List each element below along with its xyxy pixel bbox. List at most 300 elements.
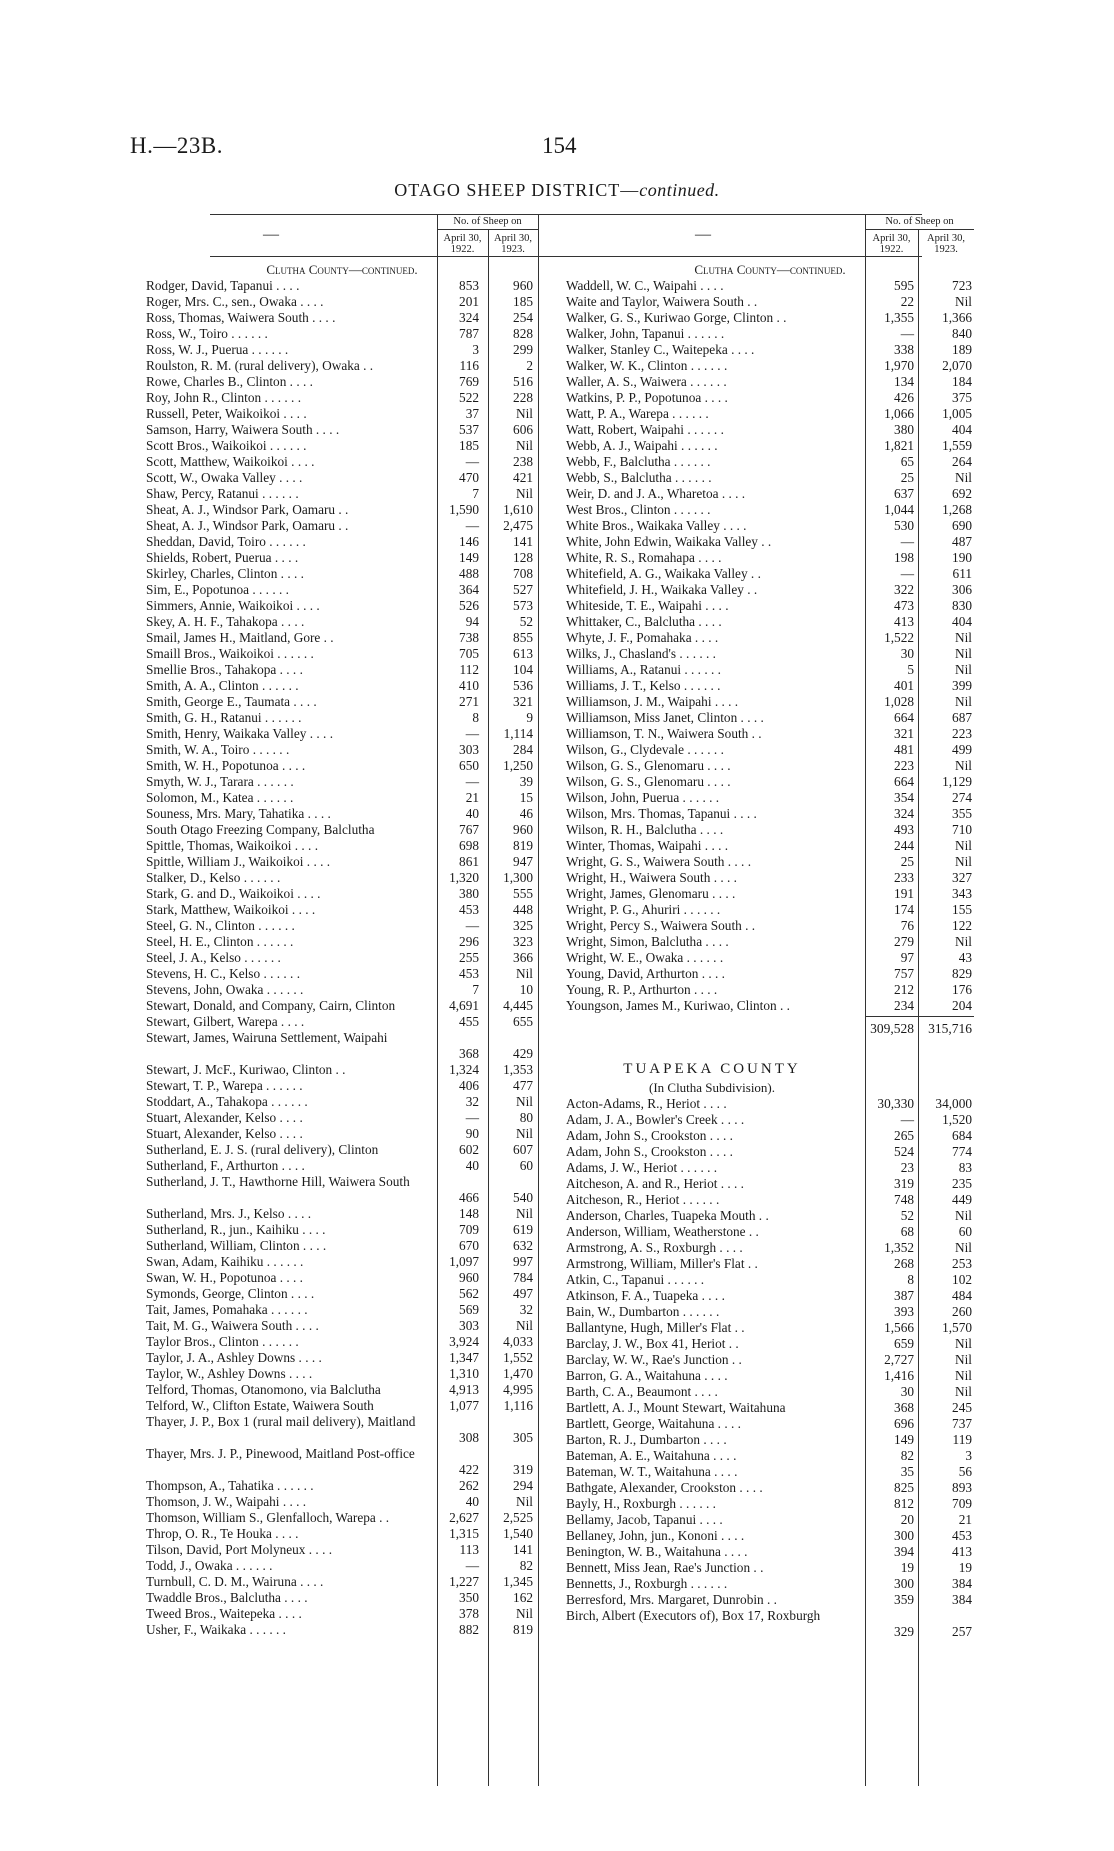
sheep-1922: 185 [459,438,479,453]
sheep-1922: 30 [900,646,914,661]
owner-name: Aitcheson, A. and R., Heriot . . . . [566,1176,745,1191]
sheep-1922: 329 [894,1624,914,1639]
owner-name: Sutherland, J. T., Hawthorne Hill, Waiwera South [146,1174,410,1189]
sheep-1923: 39 [519,774,533,789]
table-row [566,1128,974,1144]
sheep-1922: 413 [894,614,914,629]
sheep-1922: 470 [459,470,479,485]
owner-name: Wilson, G. S., Glenomaru . . . . [566,758,731,773]
sheep-1922: 94 [465,614,479,629]
table-row [146,406,538,422]
owner-name: Tilson, David, Port Molyneux . . . . [146,1542,333,1557]
table-row [566,870,974,886]
sheep-1923: 185 [513,294,533,309]
table-row [146,1382,538,1398]
table-row [146,1446,538,1478]
table-row [146,1238,538,1254]
sheep-1922: 853 [459,278,479,293]
table-row [146,294,538,310]
sheep-1922: 488 [459,566,479,581]
owner-name: Wright, Simon, Balclutha . . . . [566,934,729,949]
owner-name: Stewart, James, Wairuna Settlement, Waipahi [146,1030,388,1045]
sheep-1922: 223 [894,758,914,773]
sheep-1923: 947 [513,854,533,869]
sheep-1922: 52 [900,1208,914,1223]
sheep-1922: 524 [894,1144,914,1159]
total-1922: 309,528 [870,1021,914,1036]
sheep-1923: 56 [958,1464,972,1479]
table-row [146,758,538,774]
sheep-1922: 426 [894,390,914,405]
sheep-1923: 1,129 [942,774,972,789]
sheep-1923: 497 [513,1286,533,1301]
table-row [146,1622,538,1638]
sheep-1922: 255 [459,950,479,965]
sheep-1922: 40 [465,1158,479,1173]
sheep-1923: 274 [952,790,972,805]
sheep-1922: 1,566 [884,1320,914,1335]
owner-name: Simmers, Annie, Waikoikoi . . . . [146,598,320,613]
table-row [146,470,538,486]
spacer [566,1038,974,1058]
table-row [566,1224,974,1240]
sheep-1922: 191 [894,886,914,901]
sheep-1922: 35 [900,1464,914,1479]
sheep-1923: 449 [952,1192,972,1207]
owner-name: Stewart, Donald, and Company, Cairn, Clinton [146,998,396,1013]
table-row [566,1400,974,1416]
table-row [566,1496,974,1512]
sheep-1923: Nil [516,486,533,501]
sheep-1923: 1,540 [503,1526,533,1541]
sheep-1923: 60 [958,1224,972,1239]
sheep-1922: 3 [472,342,479,357]
sheep-1922: — [465,774,479,789]
owner-name: Webb, F., Balclutha . . . . . . [566,454,711,469]
sheep-1922: 303 [459,1318,479,1333]
sheep-1922: 757 [894,966,914,981]
sheep-1923: 284 [513,742,533,757]
owner-name: Wright, P. G., Ahuriri . . . . . . [566,902,721,917]
sheep-1922: 22 [900,294,914,309]
owner-name: Throp, O. R., Te Houka . . . . [146,1526,299,1541]
owner-name: Adam, John S., Crookston . . . . [566,1144,733,1159]
sheep-1922: — [465,1558,479,1573]
sheep-1923: 737 [952,1416,972,1431]
table-row [146,1222,538,1238]
owner-name: Bateman, W. T., Waitahuna . . . . [566,1464,738,1479]
sheep-1922: 769 [459,374,479,389]
sheep-1923: 32 [519,1302,533,1317]
owner-name: Bayly, H., Roxburgh . . . . . . [566,1496,716,1511]
table-row [146,1414,538,1446]
sheep-1923: Nil [955,854,972,869]
sheep-1922: 1,821 [884,438,914,453]
table-row [566,1096,974,1112]
sheep-1922: 350 [459,1590,479,1605]
table-row [566,630,974,646]
table-row [146,1206,538,1222]
owner-name: Bennetts, J., Roxburgh . . . . . . [566,1576,728,1591]
sheep-1922: — [465,518,479,533]
table-row [146,1062,538,1078]
sheep-1923: 1,345 [503,1574,533,1589]
sheep-1922: 738 [459,630,479,645]
sheep-1922: 637 [894,486,914,501]
sheep-1922: 960 [459,1270,479,1285]
owner-name: Birch, Albert (Executors of), Box 17, Roxburgh [566,1608,821,1623]
sheep-1923: 4,445 [503,998,533,1013]
sheep-1923: 613 [513,646,533,661]
sheep-1923: 15 [519,790,533,805]
owner-name: White, R. S., Romahapa . . . . [566,550,722,565]
table-row [146,374,538,390]
table-row [566,886,974,902]
table-row [566,566,974,582]
sheep-1922: 422 [459,1462,479,1477]
table-row [566,1448,974,1464]
table-row [146,966,538,982]
sheep-1923: 319 [513,1462,533,1477]
sheep-1922: 174 [894,902,914,917]
table-row [566,310,974,326]
owner-name: Wilson, R. H., Balclutha . . . . [566,822,724,837]
sheep-1923: 606 [513,422,533,437]
sheep-1923: 264 [952,454,972,469]
sheep-1922: 112 [459,662,479,677]
owner-name: Thayer, J. P., Box 1 (rural mail delivery), Maitland [146,1414,416,1429]
sheep-1923: 429 [513,1046,533,1061]
sheep-1922: 1,590 [449,502,479,517]
owner-name: Rodger, David, Tapanui . . . . [146,278,300,293]
owner-name: Stark, G. and D., Waikoikoi . . . . [146,886,321,901]
table-row [566,486,974,502]
sheep-1922: 664 [894,774,914,789]
owner-name: Wilson, John, Puerua . . . . . . [566,790,720,805]
sheep-1923: 60 [519,1158,533,1173]
sheep-1922: 882 [459,1622,479,1637]
owner-name: Smith, G. H., Ratanui . . . . . . [146,710,302,725]
table-row [566,390,974,406]
owner-name: Walker, John, Tapanui . . . . . . [566,326,725,341]
sheep-1923: 1,268 [942,502,972,517]
sheep-1923: 102 [952,1272,972,1287]
sheep-1923: 34,000 [935,1096,972,1111]
table-row [566,1192,974,1208]
table-row [566,1352,974,1368]
owner-name: Ross, W. J., Puerua . . . . . . [146,342,289,357]
owner-name: Sheat, A. J., Windsor Park, Oamaru . . [146,518,349,533]
total-1923: 315,716 [928,1021,972,1036]
sheep-1922: 364 [459,582,479,597]
sheep-1922: 234 [894,998,914,1013]
sheep-1922: 319 [894,1176,914,1191]
sheep-1923: 10 [519,982,533,997]
sheep-1923: 305 [513,1430,533,1445]
sheep-1923: 692 [952,486,972,501]
sheep-1923: 162 [513,1590,533,1605]
sheep-1923: 413 [952,1544,972,1559]
sheep-1922: 406 [459,1078,479,1093]
sheep-1922: 394 [894,1544,914,1559]
owner-name: Winter, Thomas, Waipahi . . . . [566,838,729,853]
sheep-1922: 146 [459,534,479,549]
sheep-1922: 268 [894,1256,914,1271]
sheep-1923: 708 [513,566,533,581]
sheep-1923: 257 [952,1624,972,1639]
table-row [566,1288,974,1304]
sheep-1923: 404 [952,422,972,437]
table-row [146,1478,538,1494]
sheep-1923: 448 [513,902,533,917]
owner-name: Wright, G. S., Waiwera South . . . . [566,854,752,869]
table-row [566,1560,974,1576]
owner-name: Adam, J. A., Bowler's Creek . . . . [566,1112,745,1127]
table-row [146,582,538,598]
table-row [146,1030,538,1062]
sheep-1922: — [900,1112,914,1127]
owner-name: Sheat, A. J., Windsor Park, Oamaru . . [146,502,349,517]
owner-name: Whitefield, A. G., Waikaka Valley . . [566,566,761,581]
table-row [566,950,974,966]
sheep-1923: 540 [513,1190,533,1205]
sheep-1923: 819 [513,1622,533,1637]
owner-name: Barron, G. A., Waitahuna . . . . [566,1368,728,1383]
table-row [566,1512,974,1528]
owner-name: Anderson, Charles, Tuapeka Mouth . . [566,1208,769,1223]
sheep-1923: 253 [952,1256,972,1271]
sheep-1922: 670 [459,1238,479,1253]
table-row [566,934,974,950]
owner-name: Barclay, J. W., Box 41, Heriot . . [566,1336,739,1351]
owner-name: Bathgate, Alexander, Crookston . . . . [566,1480,763,1495]
sheep-1923: 104 [513,662,533,677]
page-number: 154 [542,133,577,158]
left-section-heading: Clutha County—continued. [266,262,418,277]
owner-name: West Bros., Clinton . . . . . . [566,502,711,517]
sheep-1923: 254 [513,310,533,325]
sheep-1923: 321 [513,694,533,709]
table-row [566,1272,974,1288]
left-dash: — [263,226,279,243]
sheep-1923: 245 [952,1400,972,1415]
sheep-1923: 527 [513,582,533,597]
table-row [146,1526,538,1542]
sheep-1923: 343 [952,886,972,901]
owner-name: Swan, W. H., Popotunoa . . . . [146,1270,303,1285]
table-row [146,1302,538,1318]
sheep-1922: 300 [894,1576,914,1591]
sheep-1923: 141 [513,1542,533,1557]
sheep-1923: 228 [513,390,533,405]
table-row [146,566,538,582]
table-row [566,678,974,694]
owner-name: Taylor, J. A., Ashley Downs . . . . [146,1350,322,1365]
sheep-1923: 1,552 [503,1350,533,1365]
owner-name: Usher, F., Waikaka . . . . . . [146,1622,287,1637]
owner-name: Stewart, Gilbert, Warepa . . . . [146,1014,305,1029]
sheep-1922: 149 [894,1432,914,1447]
sheep-1922: 324 [459,310,479,325]
table-row [146,598,538,614]
sheep-1922: 569 [459,1302,479,1317]
sheep-1922: 25 [900,470,914,485]
sheep-1923: 687 [952,710,972,725]
table-row [566,1336,974,1352]
sheep-1923: 477 [513,1078,533,1093]
sheep-1923: Nil [955,694,972,709]
table-row [566,646,974,662]
sheep-1923: Nil [516,966,533,981]
sheep-1922: 296 [459,934,479,949]
sheep-1922: 198 [894,550,914,565]
table-row [566,406,974,422]
sheep-1923: 499 [952,742,972,757]
table-row [146,982,538,998]
table-row [146,1334,538,1350]
owner-name: Benington, W. B., Waitahuna . . . . [566,1544,748,1559]
owner-name: Smith, W. A., Toiro . . . . . . [146,742,290,757]
table-row [146,918,538,934]
sheep-1922: 493 [894,822,914,837]
sheep-1922: 19 [900,1560,914,1575]
owner-name: Bateman, A. E., Waitahuna . . . . [566,1448,737,1463]
owner-name: Smith, W. H., Popotunoa . . . . [146,758,306,773]
sheep-1923: 223 [952,726,972,741]
sheep-1922: 30,330 [877,1096,914,1111]
table-row [146,454,538,470]
sheep-1922: 537 [459,422,479,437]
sheep-1922: 338 [894,342,914,357]
table-row [146,630,538,646]
sheep-1922: 453 [459,966,479,981]
owner-name: Waite and Taylor, Waiwera South . . [566,294,758,309]
sheep-1923: Nil [516,406,533,421]
sheep-1922: 380 [894,422,914,437]
sheep-1922: 401 [894,678,914,693]
table-row [146,678,538,694]
sheep-1923: Nil [516,1094,533,1109]
table-row [566,502,974,518]
left-col2-header: April 30, 1923. [494,233,532,255]
sheep-1922: 97 [900,950,914,965]
sheep-1922: 8 [472,710,479,725]
table-row [146,998,538,1014]
sheep-1922: 37 [465,406,479,421]
sheep-1923: 710 [952,822,972,837]
sheep-1922: 1,310 [449,1366,479,1381]
sheep-1923: 83 [958,1160,972,1175]
owner-name: Turnbull, C. D. M., Wairuna . . . . [146,1574,324,1589]
owner-name: Thomson, J. W., Waipahi . . . . [146,1494,307,1509]
sheep-1923: 690 [952,518,972,533]
sheep-1923: 19 [958,1560,972,1575]
sheep-1922: 148 [459,1206,479,1221]
owner-name: Swan, Adam, Kaihiku . . . . . . [146,1254,304,1269]
owner-name: Atkin, C., Tapanui . . . . . . [566,1272,705,1287]
table-row [566,774,974,790]
tuapeka-subheading: (In Clutha Subdivision). [648,1080,776,1095]
sheep-1923: 819 [513,838,533,853]
sheep-1923: 1,353 [503,1062,533,1077]
owner-name: Anderson, William, Weatherstone . . [566,1224,759,1239]
sheep-1923: Nil [955,758,972,773]
sheep-1923: 855 [513,630,533,645]
table-row [566,1112,974,1128]
table-row [566,470,974,486]
sheep-1923: 1,470 [503,1366,533,1381]
owner-name: Rowe, Charles B., Clinton . . . . [146,374,313,389]
sheep-1923: 632 [513,1238,533,1253]
table-row [146,902,538,918]
sheep-1922: 861 [459,854,479,869]
owner-name: Bain, W., Dumbarton . . . . . . [566,1304,720,1319]
sheep-1922: 812 [894,1496,914,1511]
table-row [566,614,974,630]
owner-name: Roger, Mrs. C., sen., Owaka . . . . [146,294,324,309]
sheep-1922: 787 [459,326,479,341]
owner-name: Spittle, Thomas, Waikoikoi . . . . [146,838,319,853]
sheep-1922: 380 [459,886,479,901]
sheep-1923: 375 [952,390,972,405]
sheep-1922: 595 [894,278,914,293]
owner-name: Smail, James H., Maitland, Gore . . [146,630,334,645]
owner-name: Williamson, J. M., Waipahi . . . . [566,694,739,709]
table-row [566,1208,974,1224]
sheep-1922: 1,970 [884,358,914,373]
table-row [146,742,538,758]
table-row [566,454,974,470]
table-row [146,726,538,742]
table-row [146,838,538,854]
table-row [146,1286,538,1302]
owner-name: Russell, Peter, Waikoikoi . . . . [146,406,307,421]
table-row [146,342,538,358]
table-row [146,934,538,950]
table-row [146,422,538,438]
owner-name: Adam, John S., Crookston . . . . [566,1128,733,1143]
sheep-1922: 767 [459,822,479,837]
sheep-1922: 149 [459,550,479,565]
table-row [146,1542,538,1558]
sheep-1923: 384 [952,1576,972,1591]
sheep-1922: 25 [900,854,914,869]
sheep-1922: 522 [459,390,479,405]
sheep-1923: 1,116 [503,1398,533,1413]
sheep-1922: 271 [459,694,479,709]
owner-name: Williams, J. T., Kelso . . . . . . [566,678,721,693]
sheep-1922: 664 [894,710,914,725]
sheep-1923: Nil [516,1318,533,1333]
tuapeka-heading: TUAPEKA COUNTY [623,1061,801,1077]
sheep-1923: 655 [513,1014,533,1029]
owner-name: Ross, W., Toiro . . . . . . [146,326,268,341]
owner-name: Berresford, Mrs. Margaret, Dunrobin . . [566,1592,777,1607]
sheep-1923: 122 [952,918,972,933]
owner-name: Armstrong, A. S., Roxburgh . . . . [566,1240,743,1255]
sheep-1922: 244 [894,838,914,853]
header-bottom-rule [210,256,922,257]
owner-name: Webb, A. J., Waipahi . . . . . . [566,438,718,453]
sheep-1922: 113 [459,1542,479,1557]
sheep-1922: 1,227 [449,1574,479,1589]
sheep-1922: 23 [900,1160,914,1175]
table-row [146,614,538,630]
owner-name: Smaill Bros., Waikoikoi . . . . . . [146,646,314,661]
owner-name: Telford, Thomas, Otanomono, via Balclutha [146,1382,381,1397]
sheep-1922: 1,320 [449,870,479,885]
owner-name: Acton-Adams, R., Heriot . . . . [566,1096,727,1111]
